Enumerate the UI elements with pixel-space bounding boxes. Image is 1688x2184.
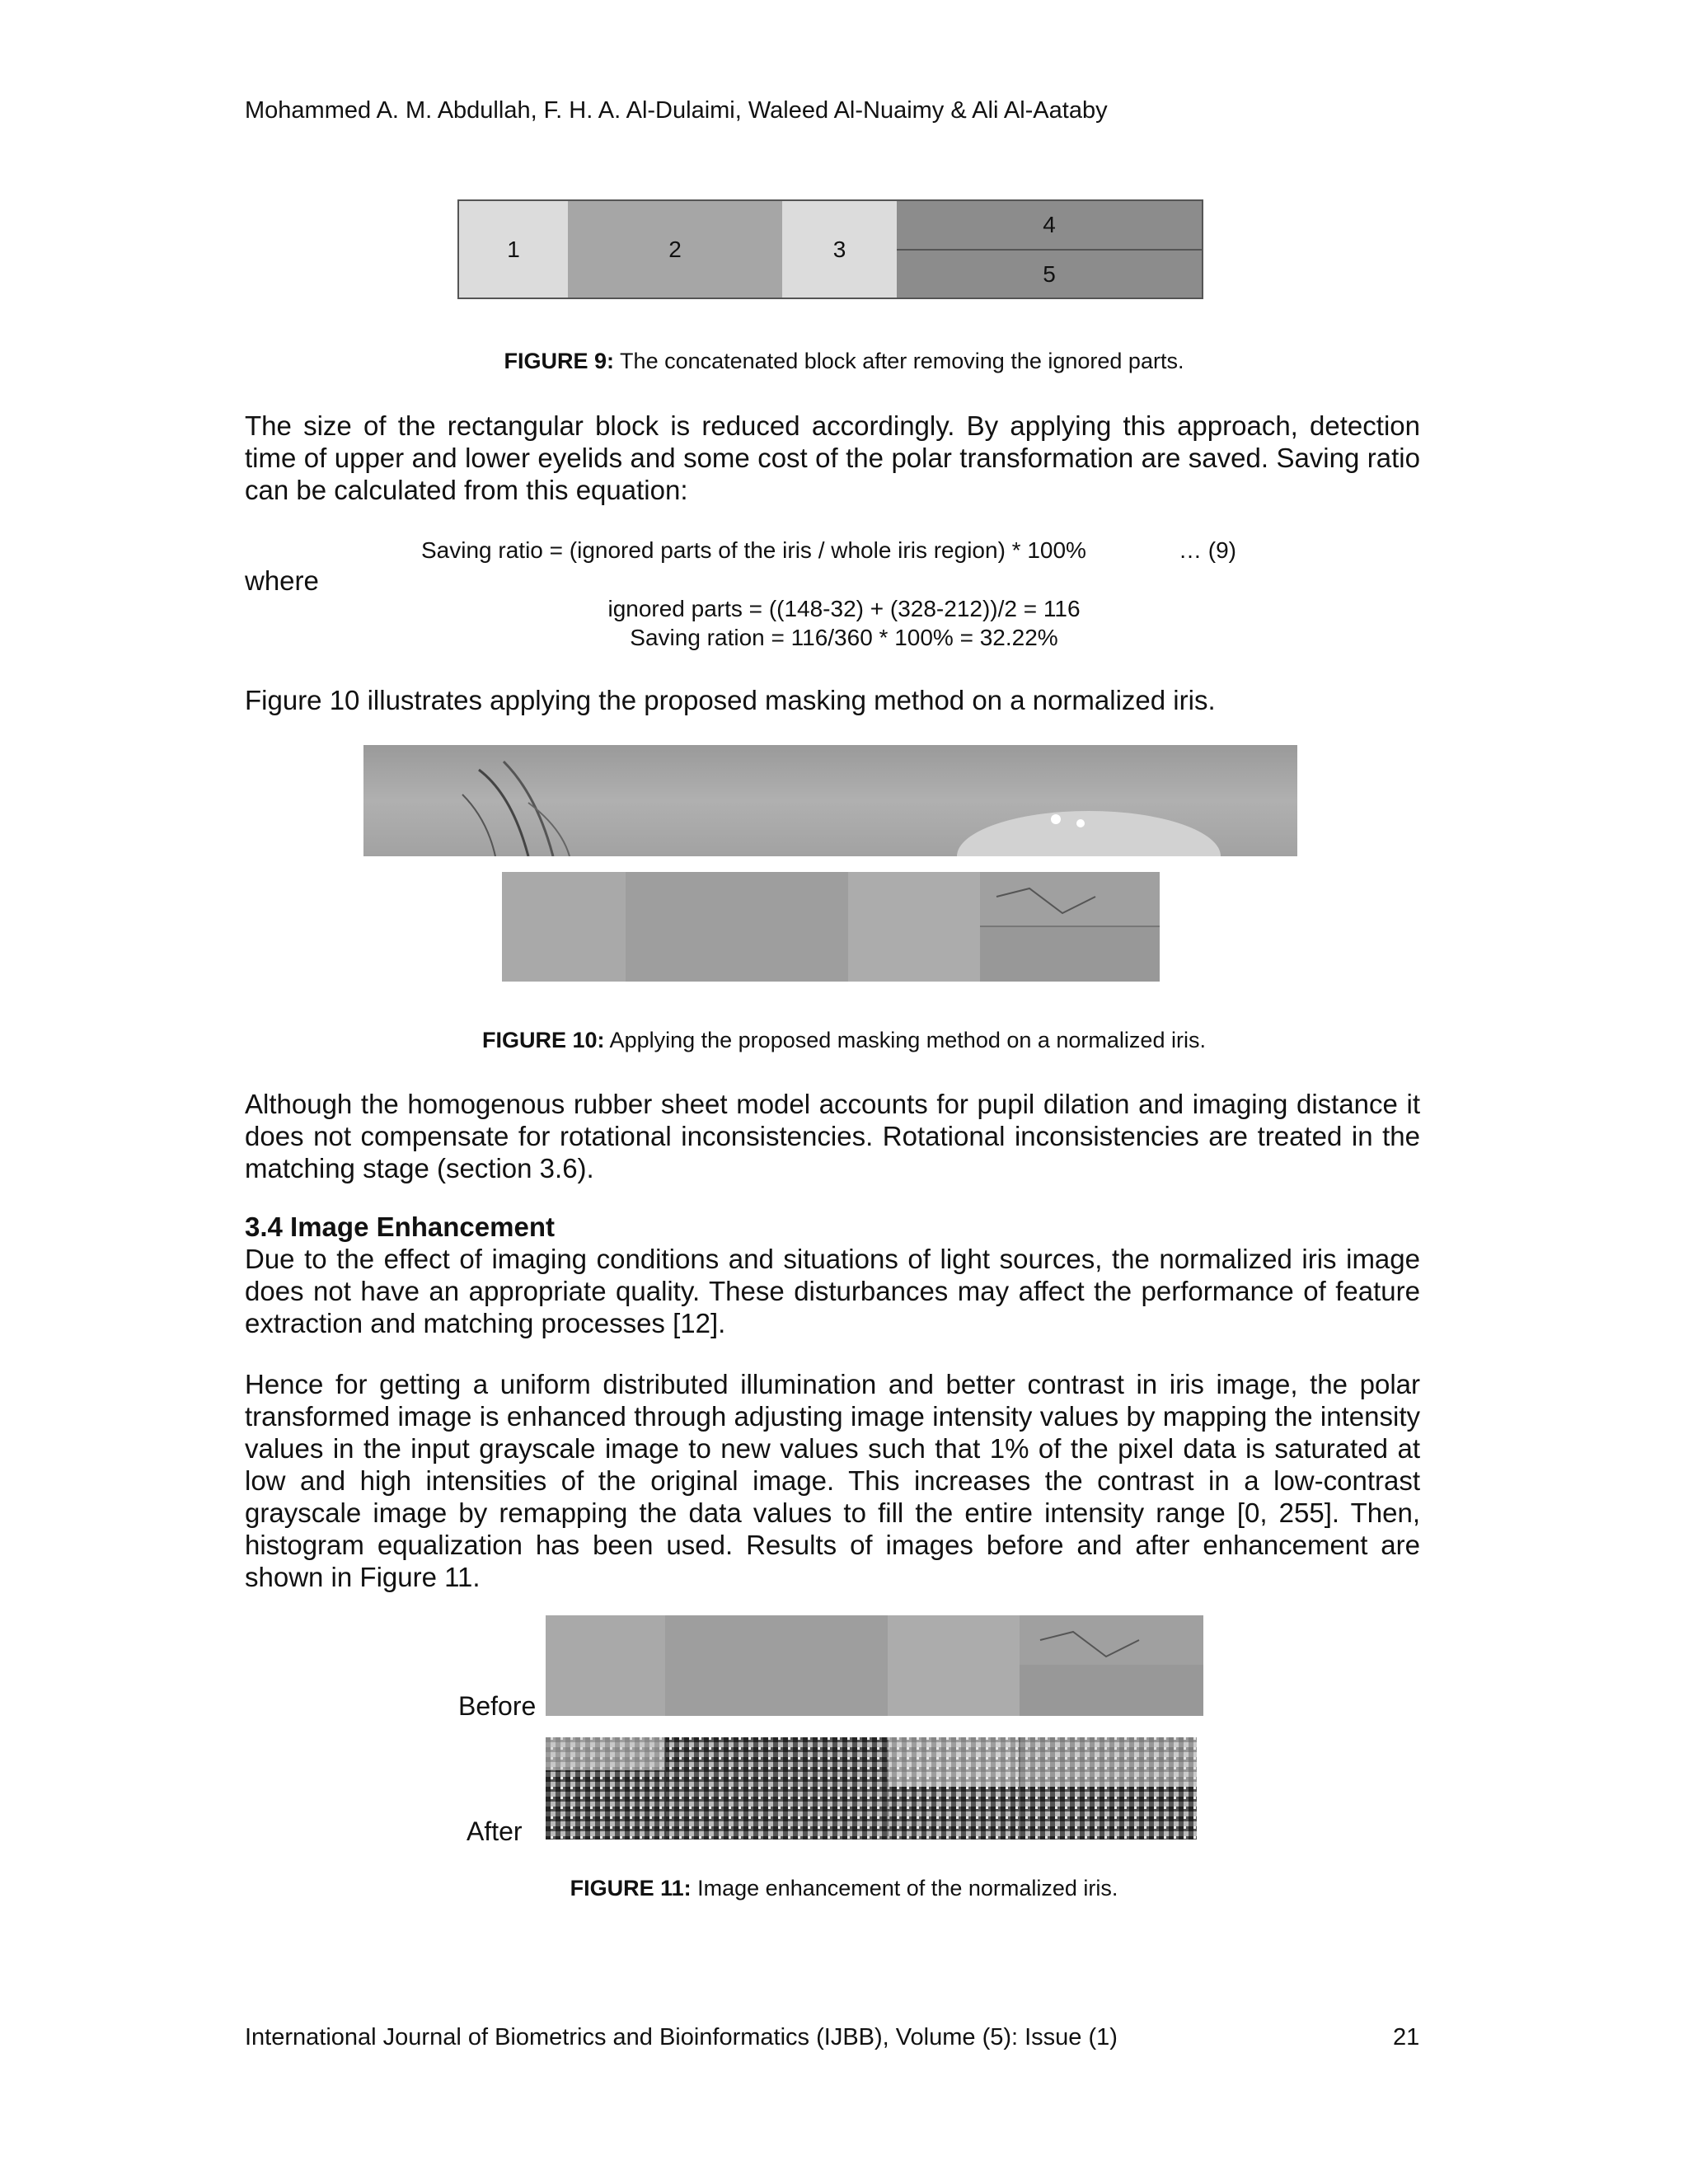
paragraph: Due to the effect of imaging conditions and situations of light sources, the normalized iris image does not have an appropriate quality. These disturbances may affect the performance of feature extraction and matching processes [12]. [245, 1244, 1420, 1338]
caption-text: The concatenated block after removing the ignored parts. [614, 349, 1184, 373]
after-image [546, 1737, 1197, 1840]
equation-number: … (9) [1179, 537, 1236, 563]
block-4: 4 [897, 199, 1203, 251]
iris-unwrapped-image [363, 745, 1297, 856]
paragraph: Although the homogenous rubber sheet model accounts for pupil dilation and imaging distance it does not compensate for rotational inconsistencies. Rotational inconsistencies are treated in the matching stage (section 3.6). [245, 1089, 1420, 1183]
caption-label: FIGURE 10: [482, 1028, 605, 1052]
block-1: 1 [457, 199, 570, 299]
paragraph: Hence for getting a uniform distributed illumination and better contrast in iris image, the polar transformed image is enhanced through adjusting image intensity values by mapping the intensity values in the input grayscale image to new values such that 1% of the pixel data is saturated at low and high intensities of the original image. This increases the contrast in a low-contrast grayscale image by remapping the data values to fill the entire intensity range [0, 255]. Then, histogram equalization has been used. Results of images before and after enhancement are shown in Figure 11. [245, 1369, 1420, 1592]
figure-9-caption [0, 349, 1688, 374]
where-label: where [245, 565, 319, 596]
caption-text: Applying the proposed masking method on a normalized iris. [604, 1028, 1206, 1052]
equation-line-1: ignored parts = ((148-32) + (328-212))/2 = 116 [607, 596, 1081, 621]
footer-journal: International Journal of Biometrics and Bioinformatics (IJBB), Volume (5): Issue (1) [245, 2024, 1118, 2050]
section-heading: 3.4 Image Enhancement [245, 1212, 555, 1242]
page-number: 21 [1393, 2024, 1420, 2050]
caption-text: Image enhancement of the normalized iris. [691, 1876, 1118, 1900]
paragraph: Figure 10 illustrates applying the proposed masking method on a normalized iris. [245, 685, 1216, 715]
block-2: 2 [568, 199, 784, 299]
before-label: Before [458, 1691, 537, 1721]
equation-line-2: Saving ration = 116/360 * 100% = 32.22% [630, 625, 1058, 650]
block-5: 5 [897, 249, 1203, 299]
caption-label: FIGURE 11: [570, 1876, 692, 1900]
masked-iris-image [502, 872, 1160, 982]
running-header: Mohammed A. M. Abdullah, F. H. A. Al-Dulaimi, Waleed Al-Nuaimy & Ali Al-Aataby [245, 97, 1108, 124]
paragraph: The size of the rectangular block is reduced accordingly. By applying this approach, detection time of upper and lower eyelids and some cost of the polar transformation are saved. Saving ratio can be calculated from this equation: [245, 410, 1420, 505]
figure-11-caption [0, 1876, 1688, 1901]
before-image [546, 1615, 1203, 1716]
figure-10-caption [0, 1028, 1688, 1053]
after-label: After [467, 1816, 523, 1846]
block-3: 3 [782, 199, 898, 299]
caption-label: FIGURE 9: [504, 349, 615, 373]
equation-main: Saving ratio = (ignored parts of the iris / whole iris region) * 100% [421, 537, 1086, 563]
